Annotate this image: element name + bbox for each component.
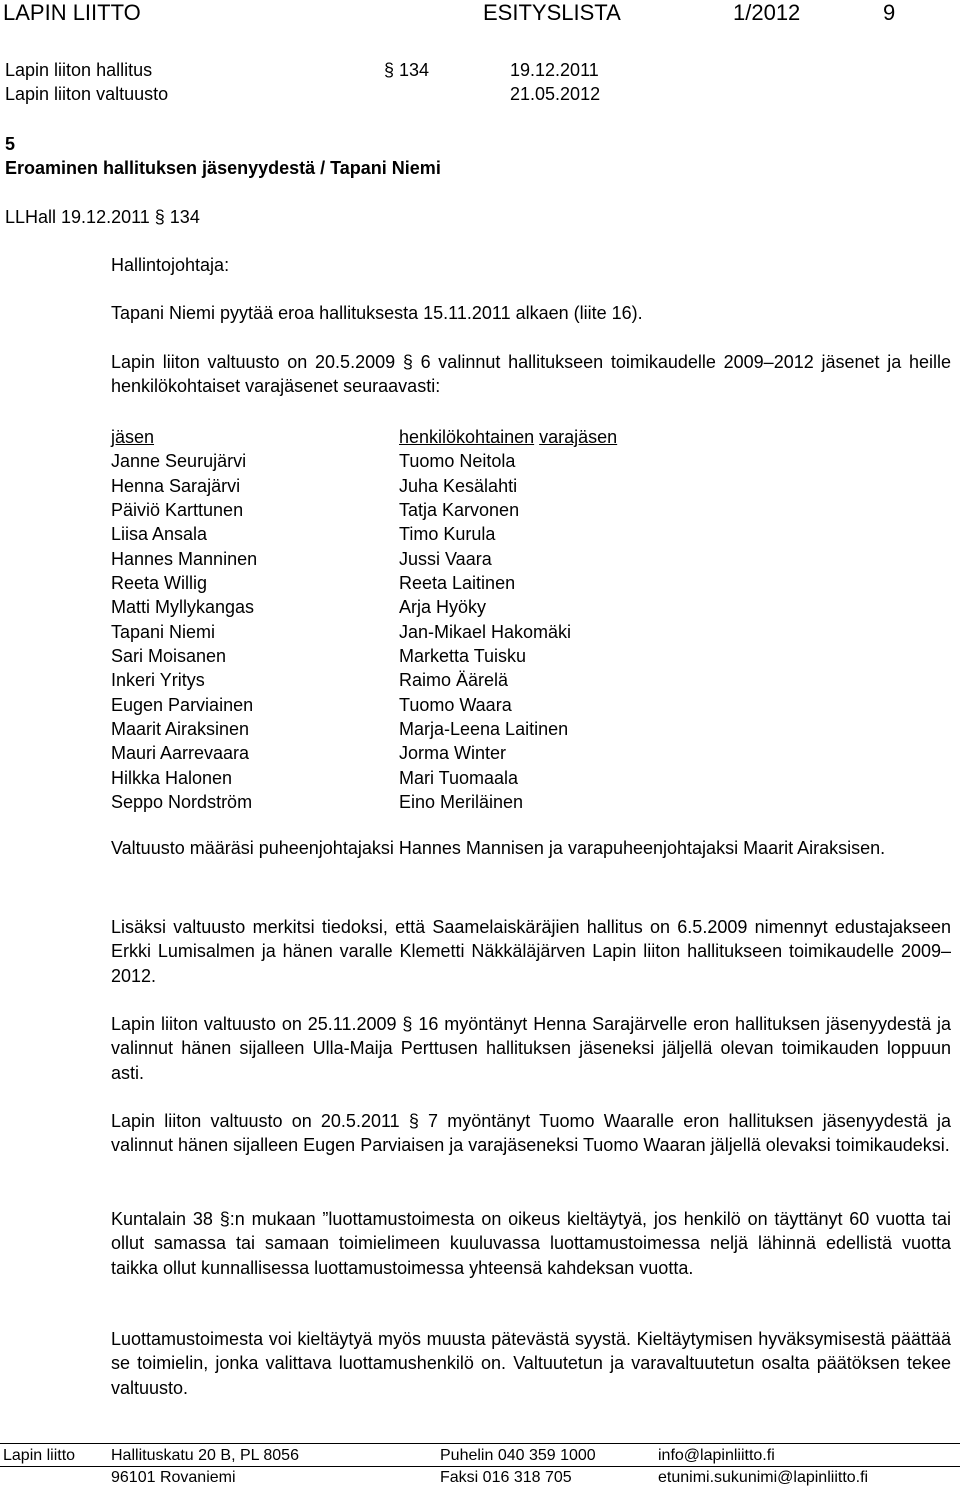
member-name: Mauri Aarrevaara — [111, 743, 250, 764]
footer-phone: Puhelin 040 359 1000 — [440, 1447, 596, 1464]
deputy-name: Tuomo Neitola — [399, 451, 516, 472]
header-org: LAPIN LIITTO — [3, 0, 141, 25]
deputy-name: Marja-Leena Laitinen — [399, 719, 569, 740]
member-name: Inkeri Yritys — [111, 670, 205, 691]
deputy-name: Marketta Tuisku — [399, 646, 527, 667]
member-name: Liisa Ansala — [111, 524, 208, 545]
deputy-name: Raimo Äärelä — [399, 670, 509, 691]
meeting-ref-board-section: § 134 — [384, 60, 430, 80]
paragraph-local-government-act: Kuntalain 38 §:n mukaan ”luottamustoimesta on oikeus kieltäytyä, jos henkilö on täyttänyt 60 vuotta tai ollut samassa tai samaan toimielimeen kuuluvassa luottamustoimessa neljä lähinnä edellistä vuotta taikka ollut kunnallisessa luottamustoimessa yhteensä kahdeksan vuotta. — [111, 1209, 951, 1278]
member-name: Tapani Niemi — [111, 621, 216, 642]
deputy-name: Jan-Mikael Hakomäki — [399, 621, 572, 642]
deputies-header-prefix: henkilökohtainen — [399, 427, 535, 447]
member-name: Janne Seurujärvi — [111, 451, 247, 472]
member-name: Päiviö Karttunen — [111, 500, 244, 521]
deputy-name: Eino Meriläinen — [399, 792, 524, 813]
members-header: jäsen — [111, 427, 155, 447]
member-name: Eugen Parviainen — [111, 694, 254, 715]
deputy-name: Timo Kurula — [399, 524, 496, 545]
item-number: 5 — [5, 134, 16, 154]
member-name: Seppo Nordström — [111, 792, 253, 813]
member-name: Maarit Airaksinen — [111, 719, 250, 740]
meeting-ref-board-date: 19.12.2011 — [510, 60, 599, 80]
footer-fax: Faksi 016 318 705 — [440, 1469, 572, 1486]
header-doc-type: ESITYSLISTA — [483, 0, 621, 25]
deputy-name: Arja Hyöky — [399, 597, 487, 618]
members-column — [111, 425, 257, 815]
paragraph-refusal: Luottamustoimesta voi kieltäytyä myös muusta pätevästä syystä. Kieltäytymisen hyväksymisestä päättää se toimielin, jonka valittava luottamushenkilö on. Valtuutetun ja varavaltuutetun osalta päätöksen tekee valtuusto. — [111, 1329, 951, 1398]
footer-divider — [0, 1443, 960, 1444]
member-name: Matti Myllykangas — [111, 597, 255, 618]
deputy-name: Juha Kesälahti — [399, 475, 518, 496]
footer-address-street: Hallituskatu 20 B, PL 8056 — [111, 1447, 299, 1464]
deputy-name: Reeta Laitinen — [399, 573, 516, 594]
meeting-ref-board: Lapin liiton hallitus — [5, 60, 153, 80]
member-name: Hannes Manninen — [111, 548, 258, 569]
footer-org: Lapin liitto — [3, 1447, 76, 1464]
deputy-name: Mari Tuomaala — [399, 767, 519, 788]
footer-email-general: info@lapinliitto.fi — [658, 1447, 775, 1464]
paragraph-resignation: Tapani Niemi pyytää eroa hallituksesta 15.11.2011 alkaen (liite 16). — [111, 303, 643, 323]
paragraph-waara-resignation: Lapin liiton valtuusto on 20.5.2011 § 7 myöntänyt Tuomo Waaralle eron hallituksen jäsenyydestä ja valinnut hänen sijalleen Eugen Parviaisen ja varajäseneksi Tuomo Waaran jäljellä olevaksi toimikaudeksi. — [111, 1111, 951, 1156]
member-name: Reeta Willig — [111, 573, 208, 594]
preparer-label: Hallintojohtaja: — [111, 255, 230, 275]
paragraph-sarajarvi-resignation: Lapin liiton valtuusto on 25.11.2009 § 16 myöntänyt Henna Sarajärvelle eron hallituksen jäsenyydestä ja valinnut hänen sijalleen Ulla-Maija Perttusen hallituksen jäseneksi jäljellä olevan toimikauden loppuun asti. — [111, 1014, 951, 1083]
deputy-name: Tuomo Waara — [399, 694, 512, 715]
prior-ref: LLHall 19.12.2011 § 134 — [5, 207, 200, 227]
footer-email-personal: etunimi.sukunimi@lapinliitto.fi — [658, 1469, 869, 1486]
header-page-number: 9 — [883, 0, 896, 25]
footer-divider-inner — [0, 1466, 960, 1467]
deputy-name: Jussi Vaara — [399, 548, 492, 569]
header-doc-number: 1/2012 — [733, 0, 801, 25]
member-name: Sari Moisanen — [111, 646, 227, 667]
footer-address-city: 96101 Rovaniemi — [111, 1469, 236, 1486]
paragraph-chairs: Valtuusto määräsi puheenjohtajaksi Hannes Mannisen ja varapuheenjohtajaksi Maarit Airaksisen. — [111, 838, 886, 858]
meeting-ref-council: Lapin liiton valtuusto — [5, 84, 169, 104]
deputies-header — [399, 425, 617, 449]
member-name: Hilkka Halonen — [111, 767, 233, 788]
deputies-column — [399, 425, 617, 815]
paragraph-sami-parliament: Lisäksi valtuusto merkitsi tiedoksi, että Saamelaiskäräjien hallitus on 6.5.2009 nimennyt edustajakseen Erkki Lumisalmen ja hänen varalle Klemetti Näkkäläjärven Lapin liiton hallitukseen toimikaudelle 2009–2012. — [111, 917, 951, 986]
deputy-name: Jorma Winter — [399, 743, 507, 764]
item-title: Eroaminen hallituksen jäsenyydestä / Tapani Niemi — [5, 158, 441, 178]
deputies-header-label: varajäsen — [539, 427, 618, 447]
paragraph-election: Lapin liiton valtuusto on 20.5.2009 § 6 valinnut hallitukseen toimikaudelle 2009–2012 jäsenet ja heille henkilökohtaiset varajäsenet seuraavasti: — [111, 352, 951, 397]
meeting-ref-council-date: 21.05.2012 — [510, 84, 601, 104]
deputy-name: Tatja Karvonen — [399, 500, 520, 521]
member-name: Henna Sarajärvi — [111, 475, 241, 496]
